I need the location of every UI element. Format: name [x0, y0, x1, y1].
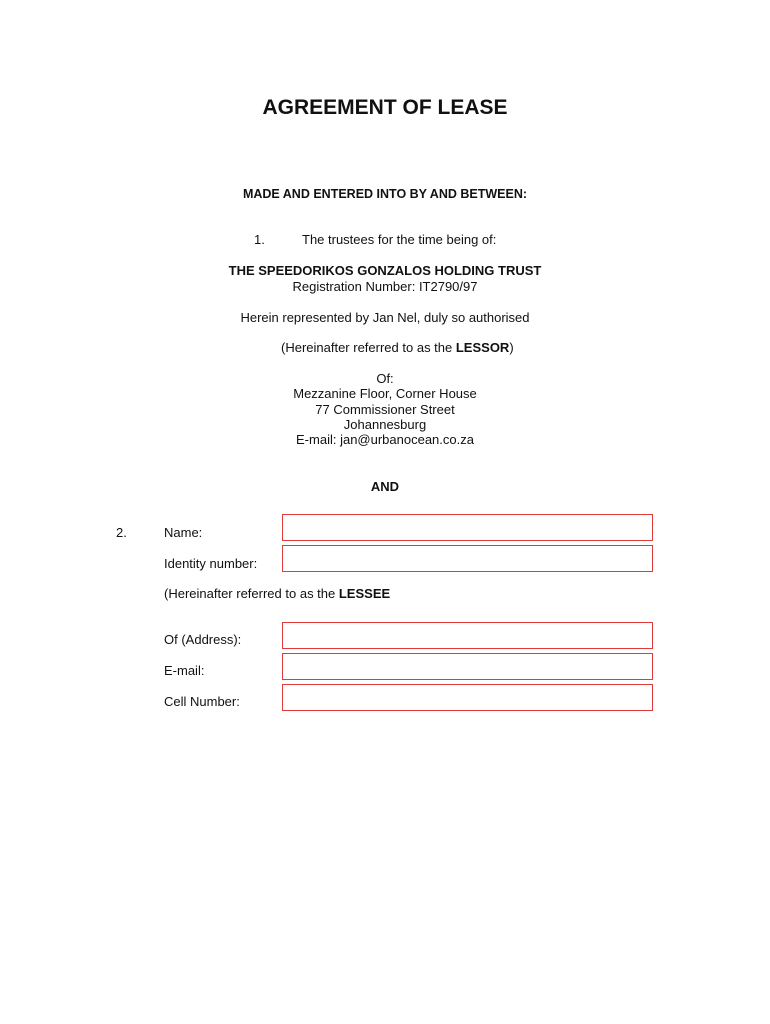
address-field[interactable]: [282, 622, 653, 649]
lessee-role: LESSEE: [338, 586, 391, 601]
lessee-reference-prefix: (Hereinafter referred to as the: [164, 586, 339, 601]
registration-number: Registration Number: IT2790/97: [292, 279, 478, 294]
party1-text: The trustees for the time being of:: [302, 232, 497, 247]
lessor-address-line3: Johannesburg: [343, 417, 427, 432]
email-label: E-mail:: [164, 663, 205, 678]
name-label: Name:: [164, 525, 203, 540]
identity-number-label: Identity number:: [164, 556, 258, 571]
lessor-address-of-label: Of:: [376, 371, 394, 386]
party1-number: 1.: [254, 232, 265, 247]
lessor-reference-prefix: (Hereinafter referred to as the: [281, 340, 456, 355]
identity-number-field[interactable]: [282, 545, 653, 572]
lessor-address-line2: 77 Commissioner Street: [315, 402, 455, 417]
represented-by: Herein represented by Jan Nel, duly so authorised: [240, 310, 530, 325]
email-field[interactable]: [282, 653, 653, 680]
lessee-reference: [164, 586, 390, 602]
lessor-email: E-mail: jan@urbanocean.co.za: [296, 432, 474, 447]
party2-number: 2.: [116, 525, 127, 540]
cell-number-label: Cell Number:: [164, 694, 240, 709]
address-label: Of (Address):: [164, 632, 242, 647]
lessor-reference-suffix: ): [509, 340, 514, 355]
lessor-reference: [281, 340, 514, 356]
lessor-role: LESSOR: [455, 340, 510, 355]
document-title: AGREEMENT OF LEASE: [262, 96, 508, 119]
trust-name: THE SPEEDORIKOS GONZALOS HOLDING TRUST: [228, 263, 542, 278]
name-field[interactable]: [282, 514, 653, 541]
cell-number-field[interactable]: [282, 684, 653, 711]
intro-heading: MADE AND ENTERED INTO BY AND BETWEEN:: [242, 187, 528, 201]
and-separator: AND: [370, 479, 400, 494]
lessor-address-line1: Mezzanine Floor, Corner House: [293, 386, 477, 401]
